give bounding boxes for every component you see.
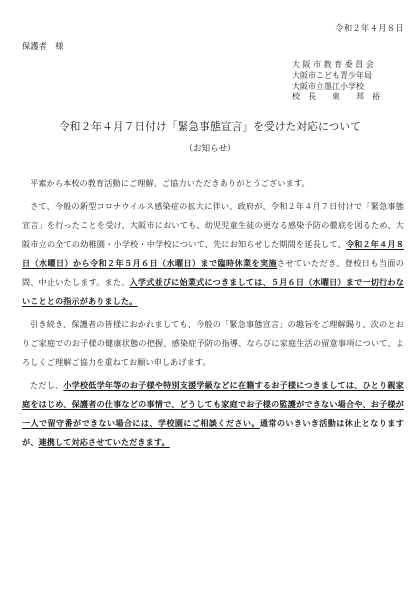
paragraph-cooperation-request [22, 315, 404, 372]
paragraph-text: させていただき、登校日も当面の間、中止いたします。また、 [22, 258, 404, 287]
sender-line: 大阪市立墨江小学校 [292, 81, 364, 91]
paragraph-exception [22, 376, 404, 452]
support-emphasis: 連携して対応させていただきます。 [38, 437, 170, 447]
sender-line: 校 長 東 邦 裕 [292, 92, 380, 102]
document-subtitle: （お知らせ） [184, 144, 236, 154]
document-body [22, 174, 404, 456]
recipient: 保護者 様 [22, 41, 64, 51]
sender-line: 大阪市こども青少年局 [292, 70, 372, 80]
paragraph-text: 平素から本校の教育活動にご理解、ご協力いただきありがとうございます。 [30, 178, 310, 188]
paragraph-text: ただし、 [30, 380, 64, 390]
closure-period-emphasis: 令和２年４月８日（水曜日）から令和２年５月６日（水曜日）まで臨時休業を実施 [22, 239, 405, 268]
sender-block [292, 60, 380, 103]
document-title: 令和２年４月７日付け「緊急事態宣言」を受けた対応について [58, 121, 361, 133]
consultation-emphasis: 小学校低学年等のお子様や特別支援学級などに在籍するお子様につきましては、ひとり親家庭をはじめ、保護者の仕事などの事情で、どうしても家庭でお子様の監護ができない場合や、お子様が一人で留守番ができない場合には、学校園にご相談ください。 [22, 380, 404, 428]
ceremony-cancel-emphasis: 入学式並びに始業式につきましては、５月６日（水曜日）まで一切行わないこととの指示がありました。 [22, 277, 404, 306]
sender-line: 大 阪 市 教 育 委 員 会 [292, 60, 374, 69]
issue-date: 令和２年４月８日 [335, 23, 404, 33]
paragraph-text: 引き続き、保護者の皆様におかれましても、今般の「緊急事態宣言」の趣旨をご理解賜り、次のとおりご家庭でのお子様の健康状態の把握、感染症予防の指導、ならびに家庭生活の留意事項について、よろしくご理解ご協力を重ねてお願い申しあげます。 [22, 319, 404, 367]
paragraph-greeting [22, 174, 404, 193]
activity-suspension-note: 通常のいきいき活動は休止となりますが、 [22, 418, 404, 447]
paragraph-closure-notice [22, 197, 404, 311]
paragraph-text: さて、今般の新型コロナウイルス感染症の拡大に伴い、政府が、令和２年４月７日付けで「緊急事態宣言」を行ったことを受け、大阪市においても、幼児児童生徒の更なる感染予防の徹底を図るため、大阪市立の全ての幼稚園・小学校・中学校について、先にお知らせした期間を延長して、 [22, 201, 404, 249]
